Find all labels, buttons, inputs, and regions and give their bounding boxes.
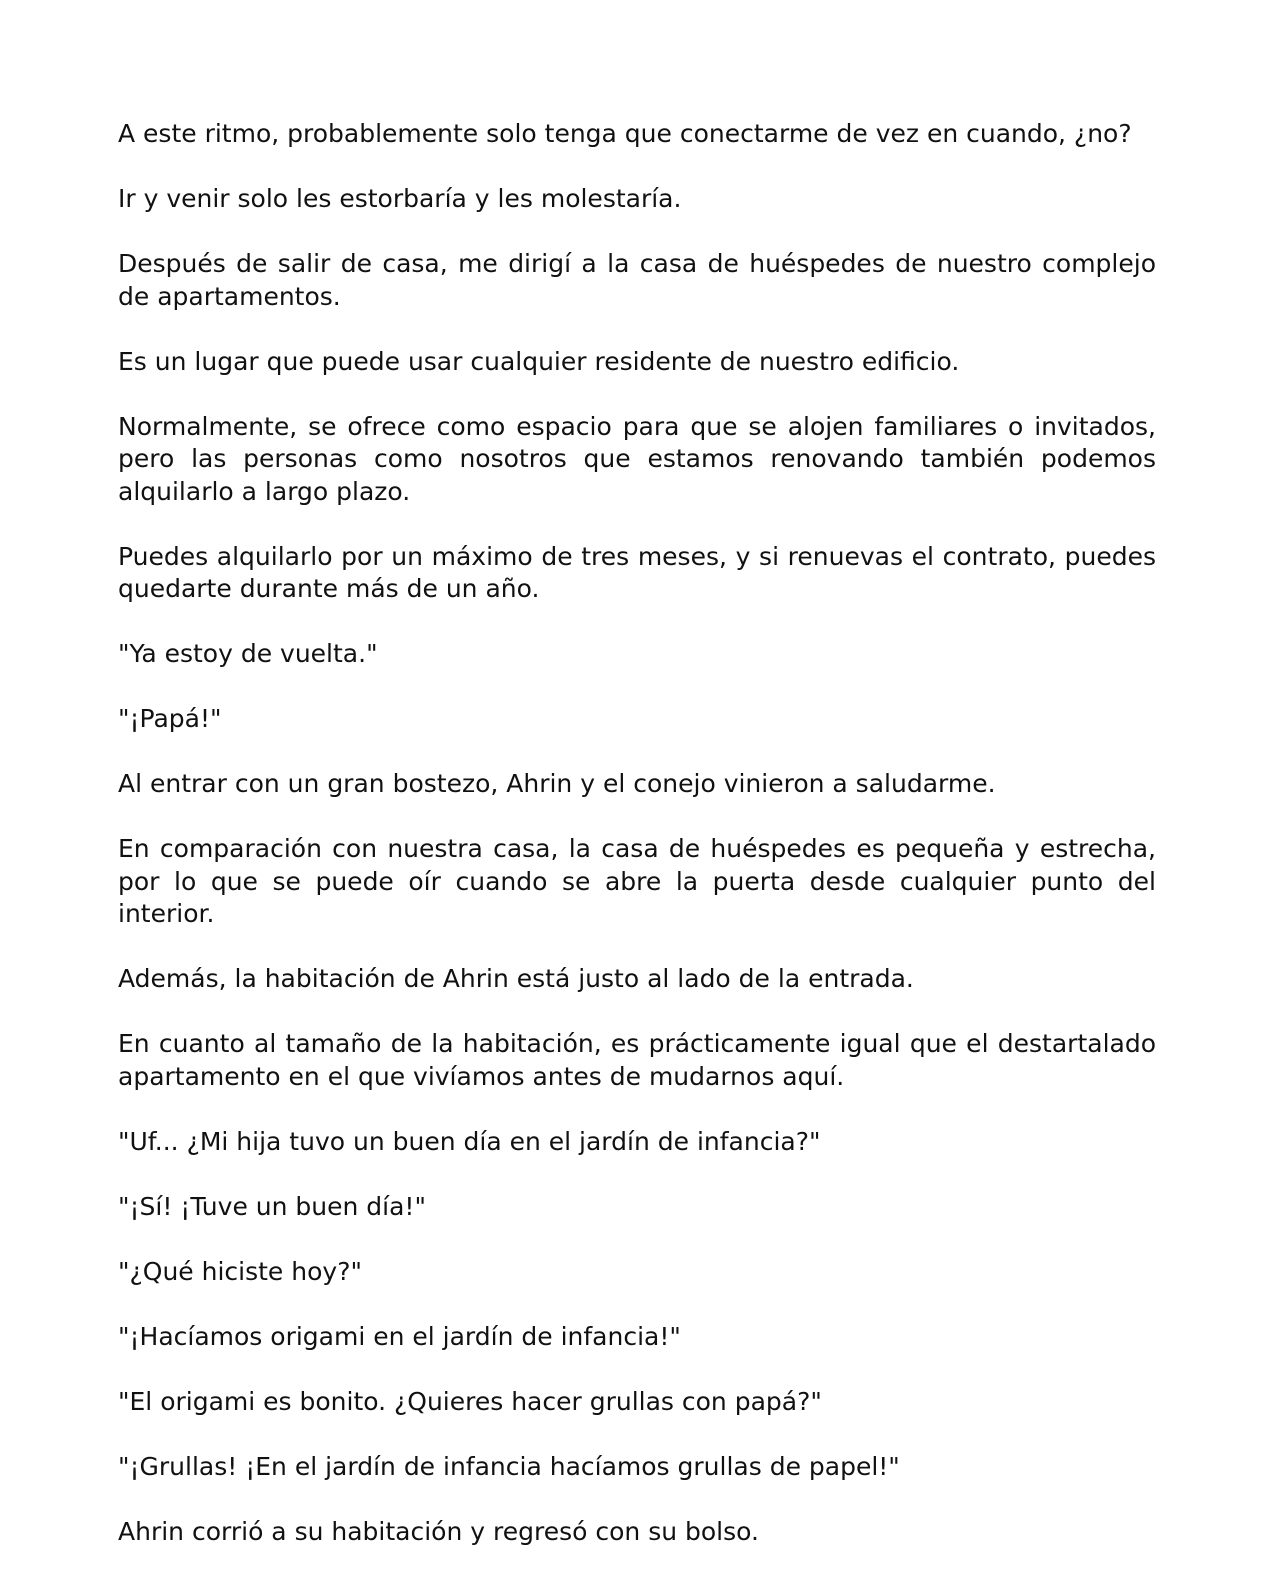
dialogue-line: "¡Papá!" [118,704,222,733]
dialogue-line: "Uf... ¿Mi hija tuvo un buen día en el jardín de infancia?" [118,1126,821,1156]
dialogue-line: "¡Sí! ¡Tuve un buen día!" [118,1191,426,1221]
dialogue-line: "Ya estoy de vuelta." [118,639,378,668]
paragraph: Puedes alquilarlo por un máximo de tres meses, y si renuevas el contrato, puedes quedarte durante más de un año. [118,541,1156,603]
paragraph: Además, la habitación de Ahrin está justo al lado de la entrada. [118,964,914,993]
dialogue-line: "¿Qué hiciste hoy?" [118,1256,362,1286]
paragraph: Ir y venir solo les estorbaría y les molestaría. [118,184,682,213]
paragraph: En comparación con nuestra casa, la casa de huéspedes es pequeña y estrecha, por lo que se puede oír cuando se abre la puerta desde cualquier punto del interior. [118,834,1156,928]
dialogue-line: "¡Grullas! ¡En el jardín de infancia hacíamos grullas de papel!" [118,1451,900,1481]
paragraph: Normalmente, se ofrece como espacio para que se alojen familiares o invitados, pero las personas como nosotros que estamos renovando también podemos alquilarlo a largo plazo. [118,411,1156,506]
dialogue-line: "¡Hacíamos origami en el jardín de infancia!" [118,1321,681,1351]
paragraph: Al entrar con un gran bostezo, Ahrin y el conejo vinieron a saludarme. [118,769,996,798]
paragraph: Es un lugar que puede usar cualquier residente de nuestro edificio. [118,346,960,376]
paragraph: Ahrin corrió a su habitación y regresó con su bolso. [118,1516,759,1546]
document-body [118,118,1156,1581]
dialogue-line: "El origami es bonito. ¿Quieres hacer grullas con papá?" [118,1386,822,1416]
paragraph: A este ritmo, probablemente solo tenga que conectarme de vez en cuando, ¿no? [118,119,1132,148]
paragraph: En cuanto al tamaño de la habitación, es prácticamente igual que el destartalado apartamento en el que vivíamos antes de mudarnos aquí. [118,1029,1156,1091]
paragraph: Después de salir de casa, me dirigí a la casa de huéspedes de nuestro complejo de apartamentos. [118,249,1156,311]
